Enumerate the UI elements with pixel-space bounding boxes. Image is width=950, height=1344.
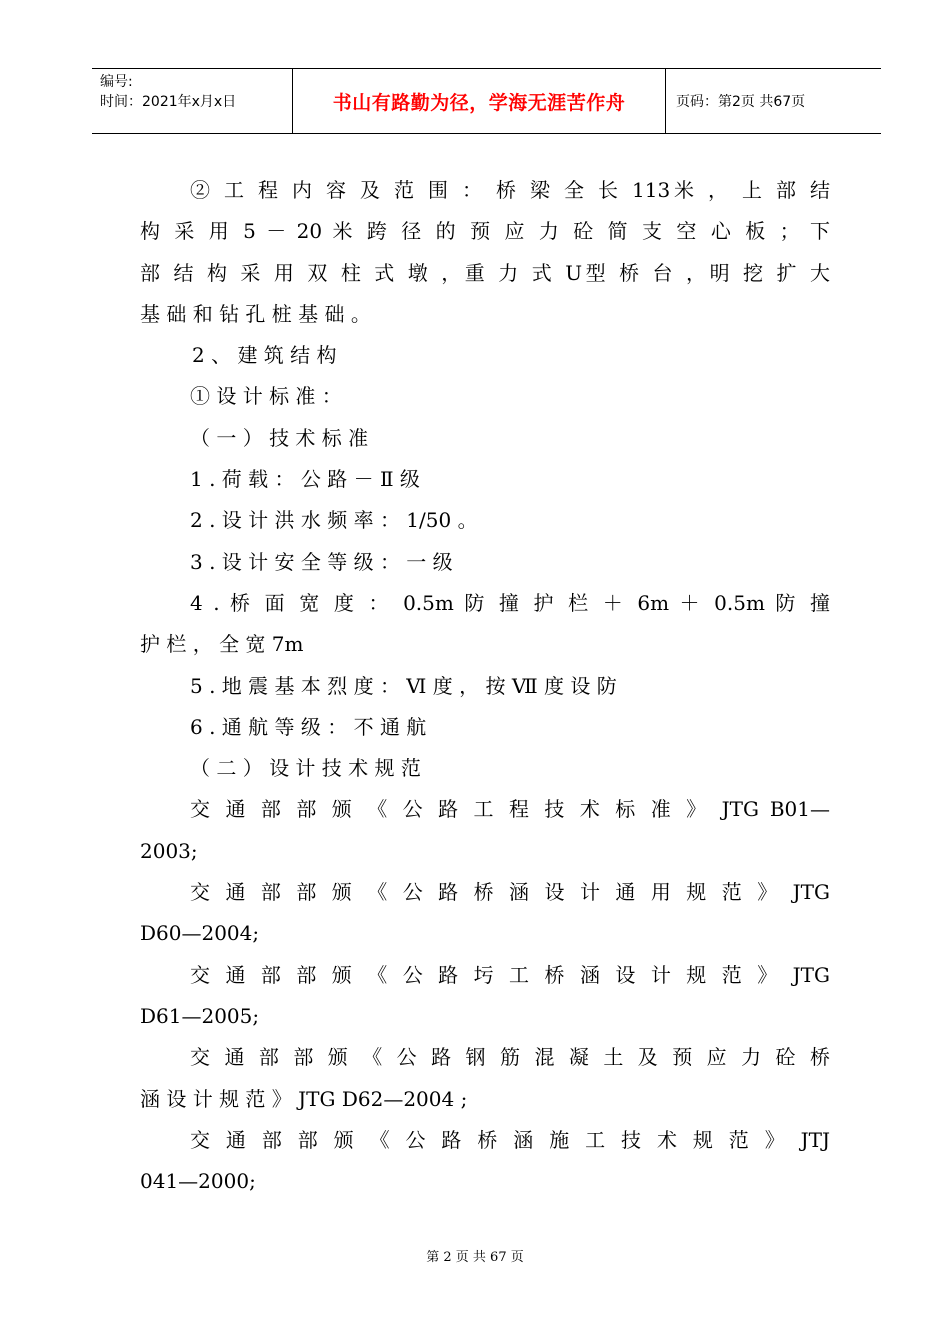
document-body (140, 170, 830, 1202)
list-item-continuation: 护 栏 ， 全 宽 7m (140, 632, 304, 657)
list-item: 3 . 设 计 安 全 等 级 ： 一 级 (190, 549, 453, 574)
page-number-label: 页码：第2页 共67页 (676, 94, 806, 110)
spec-item-continuation: 041—2000; (140, 1169, 256, 1194)
list-item: 5 . 地 震 基 本 烈 度 ： Ⅵ 度 ， 按 Ⅶ 度 设 防 (190, 673, 617, 698)
footer-page-number: 第 2 页 共 67 页 (426, 1250, 524, 1265)
header-meta (92, 69, 293, 133)
body-line: 基 础 和 钻 孔 桩 基 础 。 (140, 301, 371, 326)
header-motto-cell (293, 69, 666, 133)
list-item: 6 . 通 航 等 级 ： 不 通 航 (190, 714, 427, 739)
body-line: ② 工 程 内 容 及 范 围 ： 桥 梁 全 长 113米 ， 上 部 结 (190, 178, 830, 202)
spec-item-continuation: 2003; (140, 838, 198, 863)
serial-label: 编号: (100, 74, 133, 90)
subsection-heading: （ 一 ） 技 术 标 准 (190, 425, 369, 450)
list-item: 4 . 桥 面 宽 度 ： 0.5m 防 撞 护 栏 ＋ 6m ＋ 0.5m 防 撞 (190, 590, 830, 615)
page-footer (0, 1246, 950, 1265)
body-line: 部 结 构 采 用 双 柱 式 墩 ，重 力 式 U型 桥 台 ，明 挖 扩 大 (140, 260, 830, 285)
motto-text: 书山有路勤为径，学海无涯苦作舟 (332, 91, 626, 114)
spec-item: 交 通 部 部 颁 《 公 路 圬 工 桥 涵 设 计 规 范 》 JTG (190, 962, 830, 987)
spec-item-continuation: 涵 设 计 规 范 》 JTG D62—2004 ; (140, 1086, 468, 1111)
spec-item: 交 通 部 部 颁 《 公 路 桥 涵 设 计 通 用 规 范 》 JTG (190, 880, 830, 905)
spec-item: 交 通 部 部 颁 《 公 路 工 程 技 术 标 准 》 JTG B01— (190, 797, 830, 822)
spec-item-continuation: D61—2005; (140, 1003, 260, 1028)
section-heading: 2 、 建 筑 结 构 (192, 343, 337, 368)
header-page-cell (666, 69, 881, 133)
list-item: 1 . 荷 载 ： 公 路 － Ⅱ 级 (190, 467, 420, 492)
spec-item: 交 通 部 部 颁 《 公 路 桥 涵 施 工 技 术 规 范 》 JTJ (190, 1127, 830, 1152)
spec-item: 交 通 部 部 颁 《 公 路 钢 筋 混 凝 土 及 预 应 力 砼 桥 (190, 1045, 830, 1070)
spec-item-continuation: D60—2004; (140, 921, 260, 946)
page-header (92, 68, 881, 134)
time-label: 时间：2021年x月x日 (100, 94, 237, 110)
body-line: 构 采 用 5 － 20 米 跨 径 的 预 应 力 砼 简 支 空 心 板 ； 下 (140, 219, 830, 244)
list-item: 2 . 设 计 洪 水 频 率 ： 1/50 。 (190, 508, 478, 533)
subsection-heading: ① 设 计 标 准 ： (190, 384, 342, 409)
subsection-heading: （ 二 ） 设 计 技 术 规 范 (190, 756, 421, 781)
